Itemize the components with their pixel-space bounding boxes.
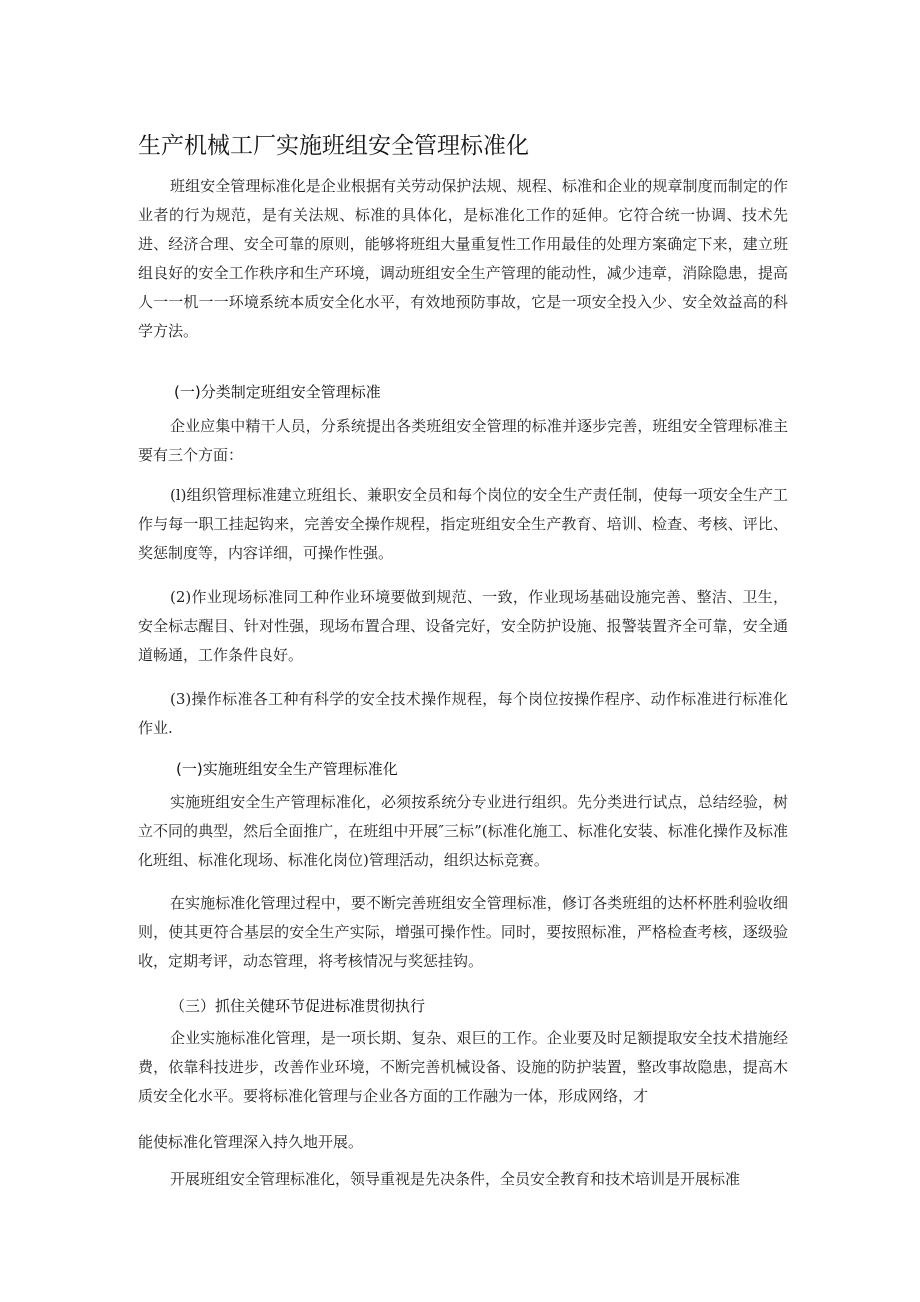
- document-title: 生产机械工厂实施班组安全管理标准化: [138, 133, 529, 159]
- section-heading-1: (一)分类制定班组安全管理标准: [174, 383, 381, 401]
- paragraph-intro: 班组安全管理标准化是企业根据有关劳动保护法规、规程、标准和企业的规章制度而制定的作业者的行为规范，是有关法规、标准的具体化，是标准化工作的延伸。它符合统一协调、技术先进、经济合理、安全可靠的原则，能够将班组大量重复性工作用最佳的处理方案确定下来，建立班组良好的安全工作秩序和生产环境，调动班组安全生产管理的能动性，减少违章，消除隐患，提高人一一机一一环境系统本质安全化水平，有效地预防事故，它是一项安全投入少、安全效益高的科学方法。: [138, 177, 788, 340]
- paragraph-standards-overview: 企业应集中精干人员，分系统提出各类班组安全管理的标准并逐步完善，班组安全管理标准主要有三个方面：: [138, 417, 788, 464]
- paragraph-site-standard: (2)作业现场标准同工种作业环境要做到规范、一致，作业现场基础设施完善、整洁、卫生，安全标志醒目、针对性强，现场布置合理、设备完好，安全防护设施、报警装置齐全可靠，安全通道畅通，工作条件良好。: [138, 588, 788, 664]
- section-heading-3: （三）抓住关健环节促进标准贯彻执行: [170, 997, 426, 1015]
- section-heading-2: (一)实施班组安全生产管理标准化: [176, 760, 398, 778]
- paragraph-org-standard: (l)组织管理标准建立班组长、兼职安全员和每个岗位的安全生产责任制，使每一项安全生产工作与每一职工挂起钩来，完善安全操作规程，指定班组安全生产教育、培训、检查、考核、评比、奖惩制度等，内容详细，可操作性强。: [138, 486, 788, 562]
- paragraph-implementation: 实施班组安全生产管理标准化，必须按系统分专业进行组织。先分类进行试点，总结经验，树立不同的典型，然后全面推广，在班组中开展″三标”(标准化施工、标准化安装、标准化操作及标准化班组、标准化现场、标准化岗位)管理活动，组织达标竞赛。: [138, 793, 788, 869]
- paragraph-operation-standard: (3)操作标准各工种有科学的安全技术操作规程，每个岗位按操作程序、动作标准进行标准化作业.: [138, 690, 788, 737]
- paragraph-key-links: 企业实施标准化管理，是一项长期、复杂、艰巨的工作。企业要及时足额提取安全技术措施经费，依靠科技进步，改善作业环境，不断完善机械设备、设施的防护装置，整改事故隐患，提高木质安全化水平。要将标准化管理与企业各方面的工作融为一体，形成网络，才: [138, 1029, 788, 1105]
- paragraph-continuation: 能使标准化管理深入持久地开展。: [138, 1133, 364, 1151]
- paragraph-improvement: 在实施标准化管理过程中，要不断完善班组安全管理标准，修订各类班组的达杯杯胜利验收细则，使其更符合基层的安全生产实际，增强可操作性。同时，要按照标准，严格检查考核，逐级验收，定期考评，动态管理，将考核情况与奖惩挂钩。: [138, 894, 788, 970]
- paragraph-leadership: 开展班组安全管理标准化，领导重视是先决条件，全员安全教育和技术培训是开展标准: [170, 1170, 741, 1188]
